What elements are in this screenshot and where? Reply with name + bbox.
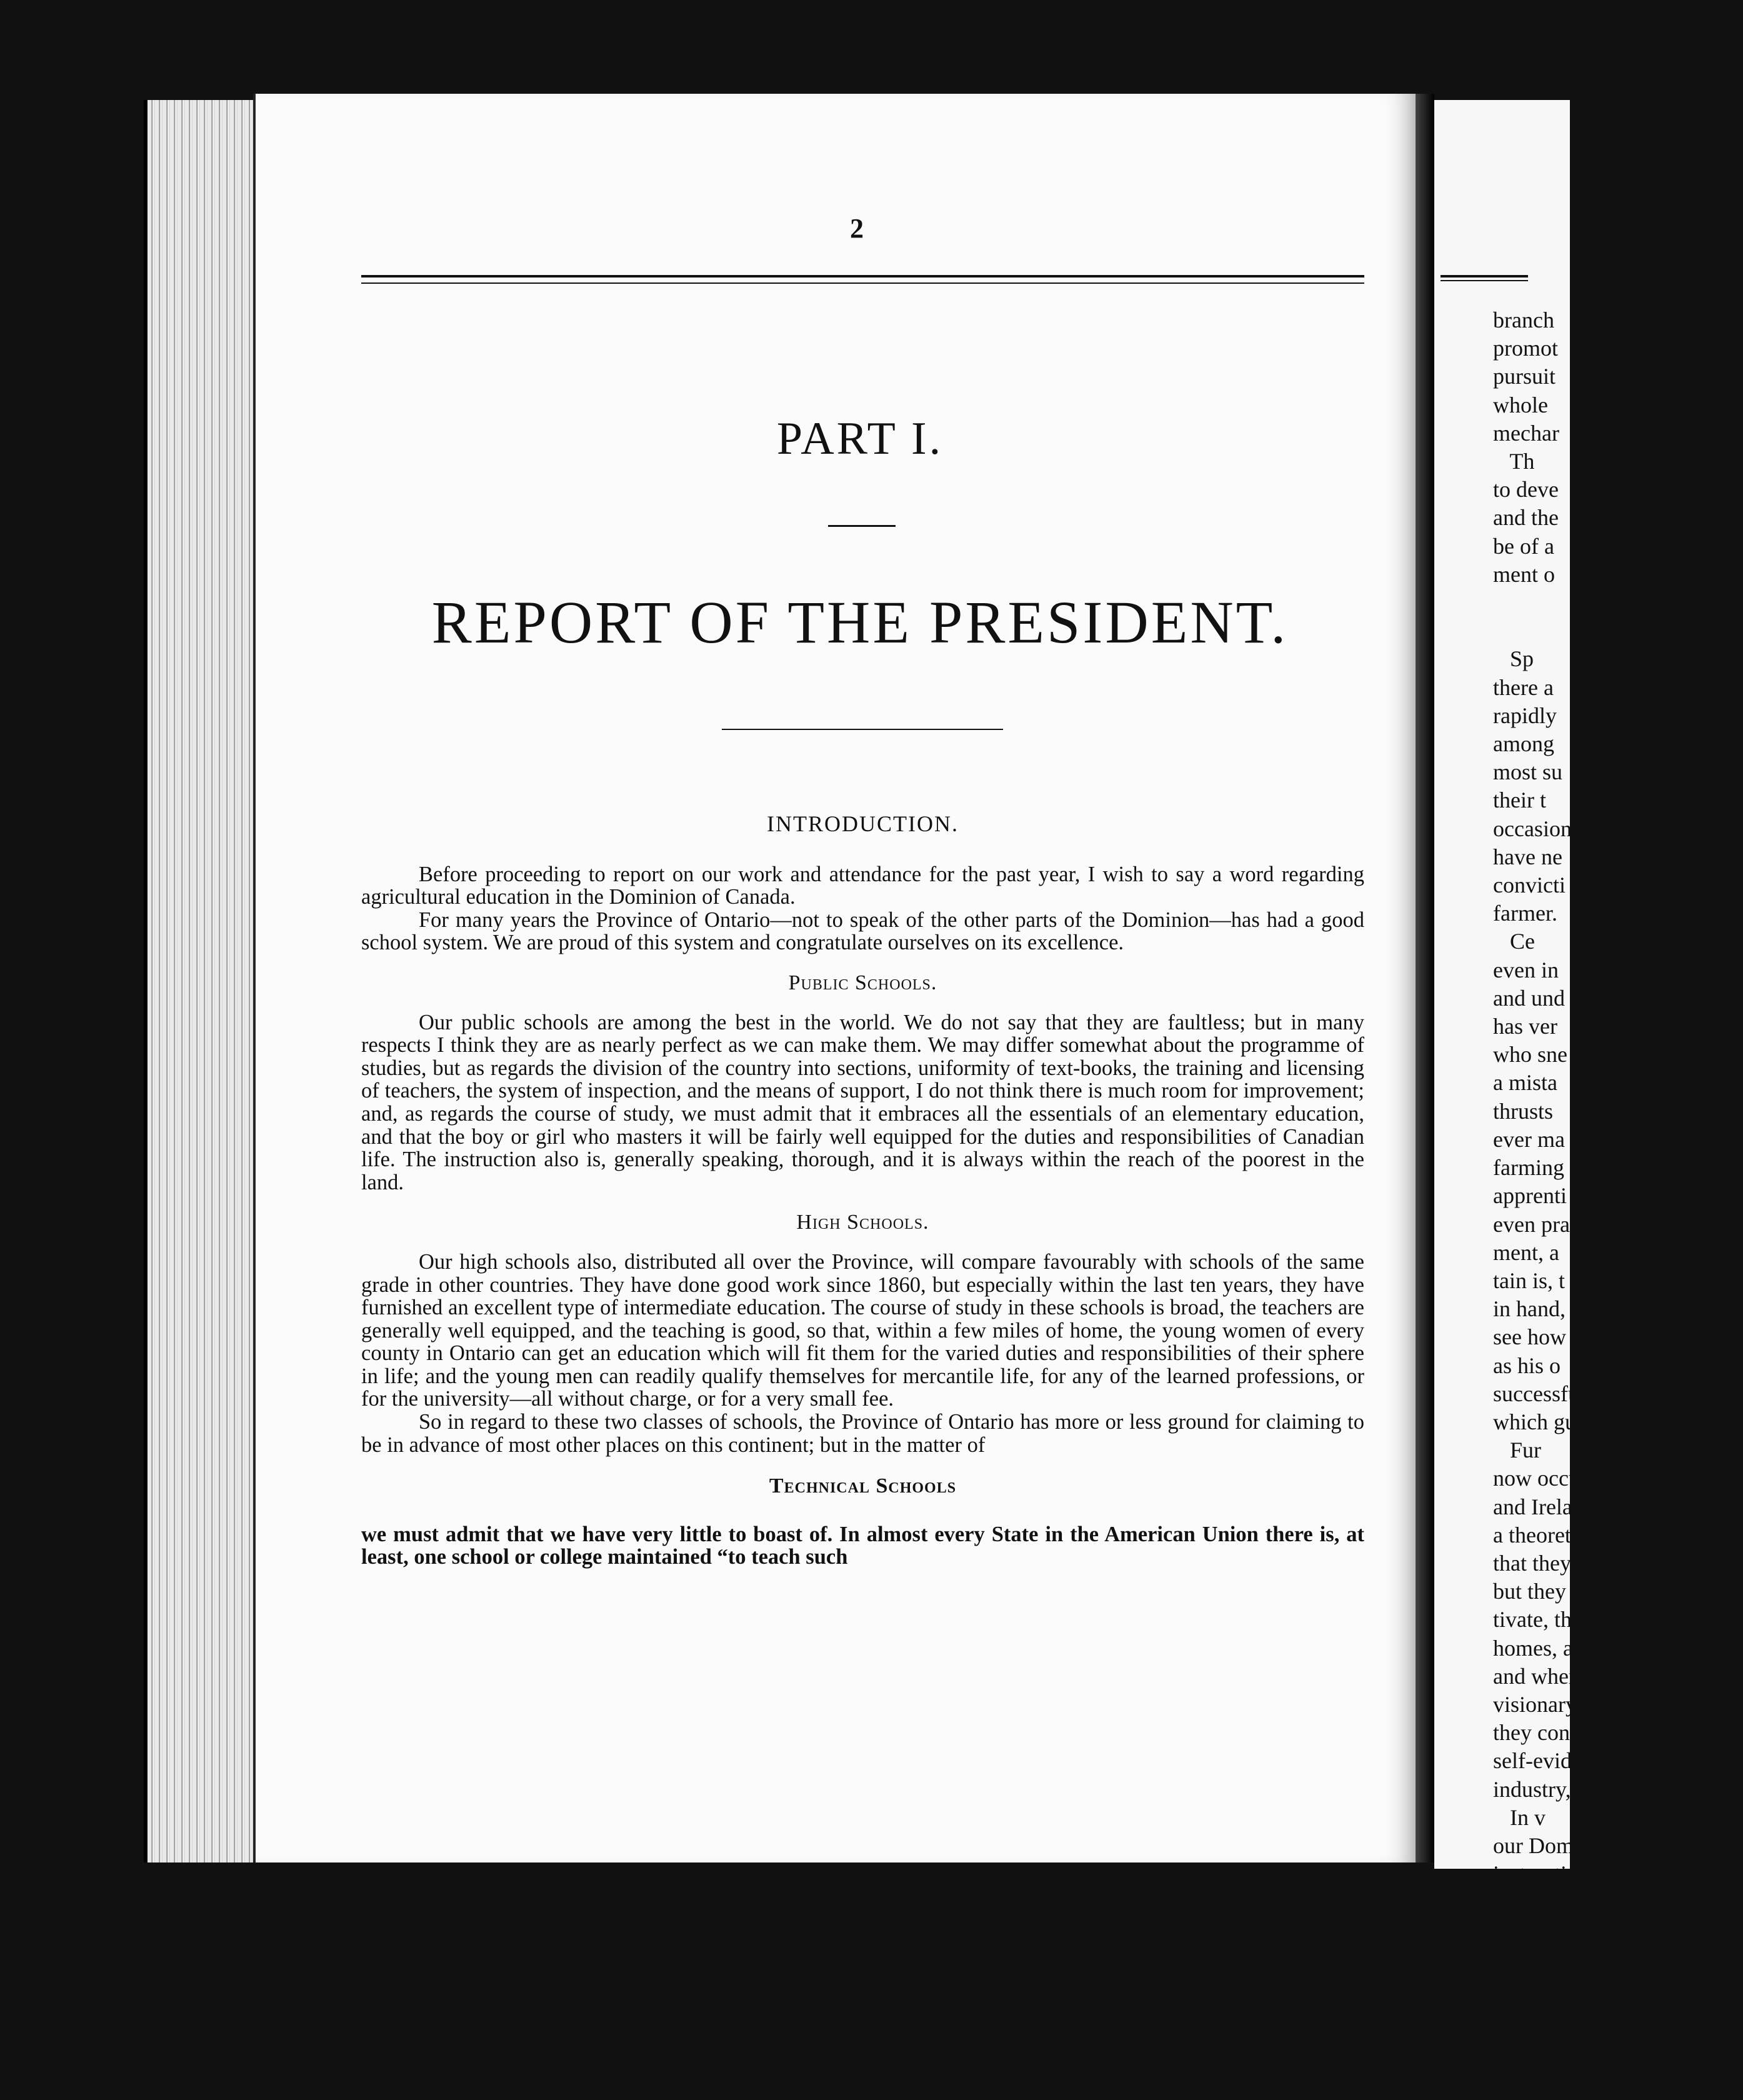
facing-page-line: that they: [1493, 1550, 1571, 1576]
facing-page-line: but they: [1493, 1579, 1566, 1604]
facing-page-line: convicti: [1493, 872, 1566, 898]
facing-page-line: which gu: [1493, 1409, 1576, 1434]
facing-page-rule: [1441, 275, 1528, 281]
facing-page-line: has ver: [1493, 1014, 1557, 1039]
facing-page-line: have ne: [1493, 844, 1562, 869]
header-rule-thin: [361, 282, 1364, 284]
paragraph: For many years the Province of Ontario—not to speak of the other parts of the Dominion—has had a good school system. We are proud of this system and congratulate ourselves on its excellence.: [361, 908, 1364, 955]
facing-page-line: most su: [1493, 759, 1563, 785]
facing-page-line: a theoret: [1493, 1522, 1571, 1548]
facing-page-line: homes, a: [1493, 1635, 1573, 1661]
facing-page-line: who sne: [1493, 1042, 1567, 1068]
paragraph: So in regard to these two classes of schools, the Province of Ontario has more or less ground for claiming to be in advance of most other places on this continent; but in the matter of: [361, 1410, 1364, 1457]
facing-page-line: even pra: [1493, 1211, 1570, 1237]
facing-page-line: their t: [1493, 788, 1546, 813]
facing-page-line: ment o: [1493, 561, 1555, 587]
facing-page-line: In v: [1493, 1804, 1546, 1830]
facing-page-line: as his o: [1493, 1352, 1561, 1378]
facing-page-line: there a: [1493, 674, 1554, 700]
facing-page-line: instructio: [1493, 1861, 1578, 1887]
facing-page-line: thrusts: [1493, 1098, 1554, 1124]
paragraph: we must admit that we have very little to boast of. In almost every State in the American Union there is, at least, one school or college maintained “to teach such: [361, 1522, 1364, 1569]
facing-page-line: Th: [1493, 449, 1535, 474]
facing-page-line: and wher: [1493, 1663, 1576, 1689]
facing-page-line: ever ma: [1493, 1126, 1565, 1152]
report-body: [361, 812, 1364, 1569]
facing-page-line: and Irela: [1493, 1494, 1572, 1519]
facing-page-line: occasion: [1493, 816, 1572, 841]
technical-schools-heading: Technical Schools: [769, 1474, 957, 1498]
header-rule: [361, 275, 1364, 278]
facing-page-line: branch: [1493, 308, 1554, 332]
facing-page-text: [1493, 306, 1743, 1888]
facing-page-line: pursuit: [1493, 364, 1556, 389]
facing-page-line: apprenti: [1493, 1183, 1567, 1209]
facing-page-line: Fur: [1493, 1438, 1542, 1463]
book-page-edges: [144, 100, 263, 1862]
facing-page-line: farming: [1493, 1155, 1564, 1181]
facing-page-line: and the: [1493, 505, 1559, 531]
paragraph: Before proceeding to report on our work and attendance for the past year, I wish to say a word regarding agricultural education in the Dominion of Canada.: [361, 862, 1364, 909]
introduction-heading: INTRODUCTION.: [767, 811, 959, 836]
facing-page-line: industry,: [1493, 1776, 1571, 1802]
facing-page-line: now occu: [1493, 1466, 1580, 1491]
book-gutter: [1416, 94, 1434, 1862]
facing-page-line: self-evide: [1493, 1748, 1582, 1774]
facing-page-line: successfu: [1493, 1381, 1579, 1406]
facing-page-line: a mista: [1493, 1070, 1557, 1096]
facing-page-line: they con: [1493, 1720, 1570, 1746]
facing-page-line: tain is, t: [1493, 1268, 1565, 1293]
facing-page-line: Sp: [1493, 646, 1534, 672]
part-title: PART I.: [776, 413, 944, 464]
facing-page: [1434, 100, 1582, 1887]
facing-page-line: be of a: [1493, 533, 1554, 559]
facing-page-line: whole: [1493, 392, 1548, 418]
facing-page-line: rapidly: [1493, 702, 1557, 728]
facing-page-line: among: [1493, 731, 1554, 757]
facing-page-line: our Domi: [1493, 1832, 1580, 1858]
report-title: REPORT OF THE PRESIDENT.: [431, 589, 1289, 656]
facing-page-line: farmer.: [1493, 901, 1557, 926]
high-schools-heading: High Schools.: [796, 1211, 929, 1234]
facing-page-line: and und: [1493, 985, 1565, 1011]
facing-page-line: to deve: [1493, 477, 1559, 502]
facing-page-line: visionary: [1493, 1691, 1577, 1717]
facing-page-line: ment, a: [1493, 1239, 1559, 1265]
facing-page-line: see how: [1493, 1324, 1566, 1350]
facing-page-line: tivate, th: [1493, 1607, 1572, 1632]
facing-page-line: even in: [1493, 957, 1559, 982]
paragraph: Our public schools are among the best in the world. We do not say that they are faultless; but in many respects I think they are as nearly perfect as we can make them. We may differ somewhat about the programme of studies, but as regards the division of the country into sections, uniformity of text-books, the training and licensing of teachers, the system of inspection, and the means of support, I do not think there is much room for improvement; and, as regards the course of study, we must admit that it embraces all the essentials of an elementary education, and that the boy or girl who masters it will be fairly well equipped for the duties and responsibilities of Canadian life. The instruction also is, generally speaking, thorough, and it is always within the reach of the poorest in the land.: [361, 1010, 1364, 1194]
facing-page-line: promot: [1493, 336, 1558, 361]
short-divider: [828, 525, 896, 527]
public-schools-heading: Public Schools.: [788, 971, 937, 994]
paragraph: Our high schools also, distributed all over the Province, will compare favourably with schools of the same grade in other countries. They have done good work since 1860, but especially within the last ten years, they have furnished an excellent type of intermediate education. The course of study in these schools is broad, the teachers are generally well equipped, and the teaching is good, so that, within a few miles of home, the young women of every county in Ontario can get an education which will fit them for the varied duties and responsibilities of their sphere in life; and the young men can readily qualify themselves for mercantile life, for any of the learned professions, or for the university—all without charge, or for a very small fee.: [361, 1249, 1364, 1411]
page-number: 2: [850, 213, 864, 244]
facing-page-line: in hand,: [1493, 1296, 1566, 1322]
facing-page-line: Ce: [1493, 929, 1535, 954]
facing-page-line: mechar: [1493, 420, 1559, 446]
title-divider: [722, 729, 1003, 730]
